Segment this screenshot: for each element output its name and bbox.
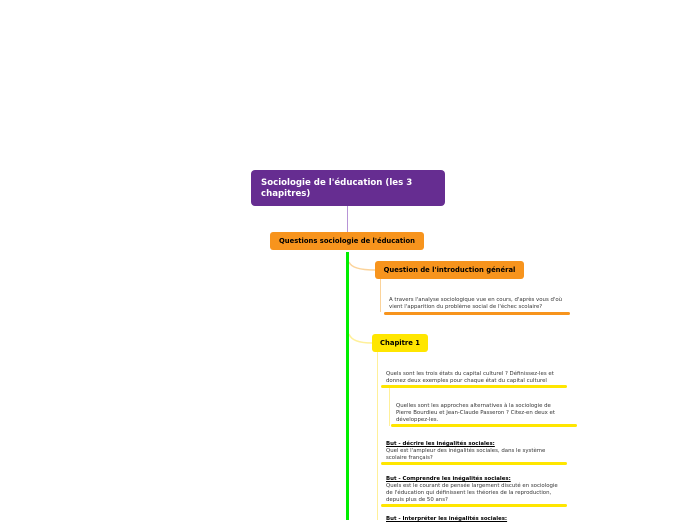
item-underline: [381, 462, 567, 465]
item-underline: [384, 312, 570, 315]
chapitre1-item-5[interactable]: But - Interpréter les inégalités sociales:: [386, 516, 508, 522]
root-connector: [347, 206, 348, 232]
main-topic-node[interactable]: Questions sociologie de l'éducation: [270, 232, 424, 250]
intro-item-1[interactable]: A travers l'analyse sociologique vue en cours, d'après vous d'où vient l'apparition du problème social de l'échec scolaire?: [389, 297, 563, 310]
chapitre1-node[interactable]: Chapitre 1: [372, 334, 428, 352]
item-underline: [381, 385, 567, 388]
chapitre1-item-1[interactable]: Quels sont les trois états du capital culturel ? Définissez-les et donnez deux exemples pour chaque état du capital culturel: [386, 371, 554, 384]
item-underline: [381, 504, 567, 507]
chapitre1-connector: [377, 352, 378, 520]
chapitre1-item-4[interactable]: But - Comprendre les inégalités sociales: Quels est le courant de pensée largement discuté en sociologie de l'éducation qui définissent les théories de la reproduction, depuis plus de 50 ans?: [386, 476, 558, 503]
chapitre1-item-2[interactable]: Quelles sont les approches alternatives à la sociologie de Pierre Bourdieu et Jean-Claude Passeron ? Citez-en deux et développez-les.: [396, 403, 555, 423]
sub-connector: [389, 388, 390, 426]
branch-line: [346, 252, 349, 520]
item-underline: [391, 424, 577, 427]
root-node[interactable]: Sociologie de l'éducation (les 3 chapitres): [251, 170, 445, 206]
chapitre1-item-3[interactable]: But - décrire les inégalités sociales: Quel est l'ampleur des inégalités sociales, dans le système scolaire français?: [386, 441, 546, 461]
intro-topic-node[interactable]: Question de l'introduction général: [375, 261, 524, 279]
intro-connector: [380, 279, 381, 312]
